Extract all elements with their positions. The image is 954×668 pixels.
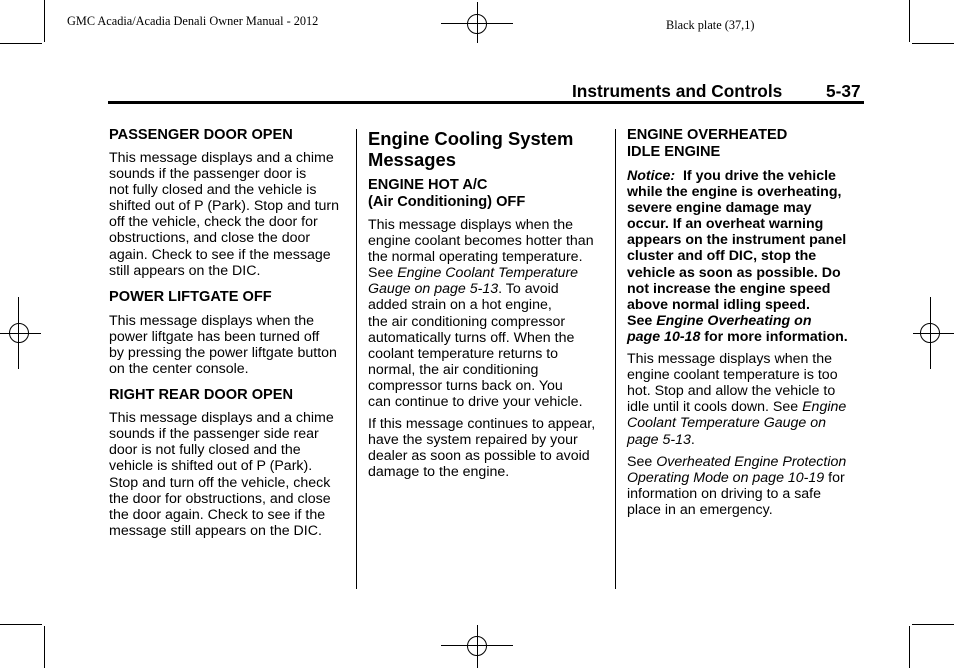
text-line: vehicle is shifted out of P (Park). — [109, 458, 313, 475]
text-line — [368, 265, 613, 281]
text-run: for — [824, 469, 845, 486]
text-line — [627, 399, 872, 415]
column-1 — [109, 127, 354, 539]
text-see: See — [627, 453, 657, 470]
header-rule — [108, 101, 864, 104]
text-line: occur. If an overheat warning — [627, 216, 824, 233]
cross-reference: Overheated Engine Protection — [656, 453, 847, 470]
text-line: automatically turns off. When the — [368, 329, 575, 346]
text-line: damage to the engine. — [368, 464, 510, 481]
text-line: added strain on a hot engine, — [368, 297, 552, 314]
text-line: sounds if the passenger side rear — [109, 426, 319, 443]
text-line: while the engine is overheating, — [627, 184, 842, 201]
text-line — [627, 168, 872, 184]
heading-line: (Air Conditioning) OFF — [368, 194, 526, 210]
heading-right-rear-door-open: RIGHT REAR DOOR OPEN — [109, 387, 294, 404]
text-line: above normal idling speed. — [627, 296, 810, 313]
text-line — [627, 432, 872, 448]
text-line: not fully closed and the vehicle is — [109, 182, 317, 199]
column-divider — [356, 129, 357, 589]
text-line: off the vehicle, check the door for — [109, 214, 318, 231]
cross-reference: Engine Coolant Temperature — [397, 265, 579, 282]
text-line — [368, 281, 613, 297]
cross-reference: Engine Overheating on — [656, 312, 812, 329]
text-line: not increase the engine speed — [627, 280, 831, 297]
column-2 — [368, 128, 613, 481]
paragraph-engine-hot-ac — [368, 217, 613, 410]
page-number: 5-37 — [826, 81, 861, 101]
heading-line: ENGINE OVERHEATED — [627, 127, 788, 143]
cross-reference: Gauge on page 5-13 — [368, 281, 499, 298]
cross-reference: page 5-13 — [627, 431, 691, 448]
text-line: door is not fully closed and the — [109, 442, 301, 459]
text-run: . — [690, 431, 695, 448]
paragraph-protection-mode — [627, 454, 872, 518]
text-line: If this message continues to appear, — [368, 416, 596, 433]
text-line — [627, 313, 872, 329]
text-run: . To avoid — [498, 281, 559, 298]
text-line: This message displays when the — [368, 217, 574, 233]
text-line: dealer as soon as possible to avoid — [368, 448, 590, 465]
text-line: information on driving to a safe — [627, 485, 822, 502]
text-line: shifted out of P (Park). Stop and turn — [109, 198, 340, 215]
plate-label: Black plate (37,1) — [666, 18, 755, 32]
text-line: appears on the instrument panel — [627, 232, 847, 249]
text-line: the door for obstructions, and close — [109, 490, 331, 507]
text-line: engine coolant temperature is too — [627, 367, 838, 384]
column-3 — [627, 127, 872, 518]
heading-engine-overheated-idle-engine — [627, 127, 872, 161]
text-line: power liftgate has been turned off — [109, 328, 320, 345]
text-see: See — [368, 265, 398, 282]
text-line: severe engine damage may — [627, 200, 812, 217]
column-divider — [615, 129, 616, 589]
manual-title: GMC Acadia/Acadia Denali Owner Manual - 2012 — [67, 14, 319, 28]
heading-line: IDLE ENGINE — [627, 144, 721, 160]
text-see: See — [627, 312, 657, 329]
heading-line: Engine Cooling System — [368, 128, 574, 149]
text-line: engine coolant becomes hotter than — [368, 233, 594, 250]
text-line — [627, 329, 872, 345]
text-line: again. Check to see if the message — [109, 246, 331, 263]
text-line: This message displays and a chime — [109, 150, 334, 166]
text-line: cluster and off DIC, stop the — [627, 248, 817, 265]
paragraph-overheated-idle — [627, 351, 872, 448]
text-line: compressor turns back on. You — [368, 377, 563, 394]
heading-power-liftgate-off: POWER LIFTGATE OFF — [109, 288, 272, 305]
text-line: message still appears on the DIC. — [109, 522, 322, 539]
paragraph-passenger-door — [109, 150, 354, 279]
cross-reference: Coolant Temperature Gauge on — [627, 415, 827, 432]
text-line: normal, the air conditioning — [368, 361, 539, 378]
text-line: the door again. Check to see if the — [109, 506, 326, 523]
paragraph-engine-hot-repair — [368, 416, 613, 480]
paragraph-right-rear-door — [109, 410, 354, 539]
heading-line: ENGINE HOT A/C — [368, 177, 488, 193]
heading-engine-hot-ac-off — [368, 177, 613, 211]
heading-engine-cooling-system-messages — [368, 128, 613, 170]
notice-label: Notice: — [627, 168, 676, 184]
text-line: This message displays and a chime — [109, 410, 334, 427]
text-line: coolant temperature returns to — [368, 345, 559, 362]
text-line: hot. Stop and allow the vehicle to — [627, 383, 836, 400]
text-line: vehicle as soon as possible. Do — [627, 264, 841, 281]
text-line — [627, 470, 872, 486]
section-title: Instruments and Controls — [572, 81, 783, 101]
text-line: have the system repaired by your — [368, 432, 578, 449]
text-line: the normal operating temperature. — [368, 249, 583, 266]
text-run: idle until it cools down. See — [627, 399, 803, 416]
paragraph-power-liftgate — [109, 313, 354, 377]
text-line — [627, 454, 872, 470]
text-line: on the center console. — [109, 361, 249, 378]
text-line: still appears on the DIC. — [109, 262, 261, 279]
heading-passenger-door-open: PASSENGER DOOR OPEN — [109, 127, 293, 143]
text-line: This message displays when the — [627, 351, 833, 368]
notice-block — [627, 168, 872, 345]
text-line: Stop and turn off the vehicle, check — [109, 474, 331, 491]
text-run: If you drive the vehicle — [675, 168, 836, 184]
text-line: by pressing the power liftgate button — [109, 344, 337, 361]
text-line: sounds if the passenger door is — [109, 166, 307, 183]
text-line: the air conditioning compressor — [368, 313, 566, 330]
text-run: for more information. — [700, 328, 848, 345]
heading-line: Messages — [368, 149, 456, 170]
text-line: place in an emergency. — [627, 501, 773, 518]
cross-reference: Engine — [802, 399, 847, 416]
text-line: obstructions, and close the door — [109, 230, 311, 247]
text-line: can continue to drive your vehicle. — [368, 394, 583, 411]
text-line: This message displays when the — [109, 312, 315, 329]
cross-reference: page 10-18 — [627, 328, 701, 345]
cross-reference: Operating Mode on page 10-19 — [627, 469, 825, 486]
